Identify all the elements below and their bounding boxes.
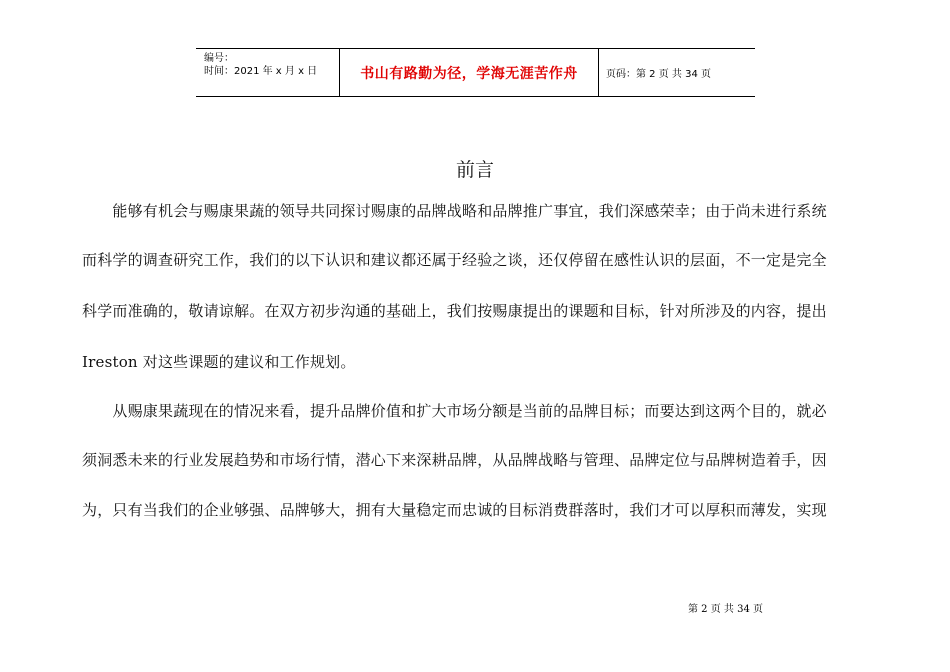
header-meta-cell <box>196 49 339 96</box>
body-line: 能够有机会与赐康果蔬的领导共同探讨赐康的品牌战略和品牌推广事宜，我们深感荣幸；由于尚未进行系统 <box>82 202 827 220</box>
number-label: 编号： <box>204 53 234 64</box>
body-line: 为，只有当我们的企业够强、品牌够大，拥有大量稳定而忠诚的目标消费群落时，我们才可以厚积而薄发，实现 <box>82 501 827 519</box>
page-code-text: 页码：第 2 页 共 34 页 <box>606 69 711 80</box>
body-line: 从赐康果蔬现在的情况来看，提升品牌价值和扩大市场分额是当前的品牌目标；而要达到这两个目的，就必 <box>82 402 827 420</box>
document-title: 前言 <box>455 159 494 181</box>
body-line: Ireston 对这些课题的建议和工作规划。 <box>82 353 356 371</box>
motto-cell <box>339 49 599 96</box>
body-line: 须洞悉未来的行业发展趋势和市场行情，潜心下来深耕品牌，从品牌战略与管理、品牌定位与品牌树造着手，因 <box>82 451 827 469</box>
body-line: 科学而准确的，敬请谅解。在双方初步沟通的基础上，我们按赐康提出的课题和目标，针对所涉及的内容，提出 <box>82 302 827 320</box>
page-code-cell <box>599 49 755 96</box>
page-footer: 第 2 页 共 34 页 <box>688 604 763 615</box>
motto-text: 书山有路勤为径，学海无涯苦作舟 <box>360 65 578 82</box>
body-line: 而科学的调查研究工作，我们的以下认识和建议都还属于经验之谈，还仅停留在感性认识的层面，不一定是完全 <box>82 251 827 269</box>
time-label: 时间：2021 年 x 月 x 日 <box>204 66 318 77</box>
document-header <box>196 48 755 97</box>
